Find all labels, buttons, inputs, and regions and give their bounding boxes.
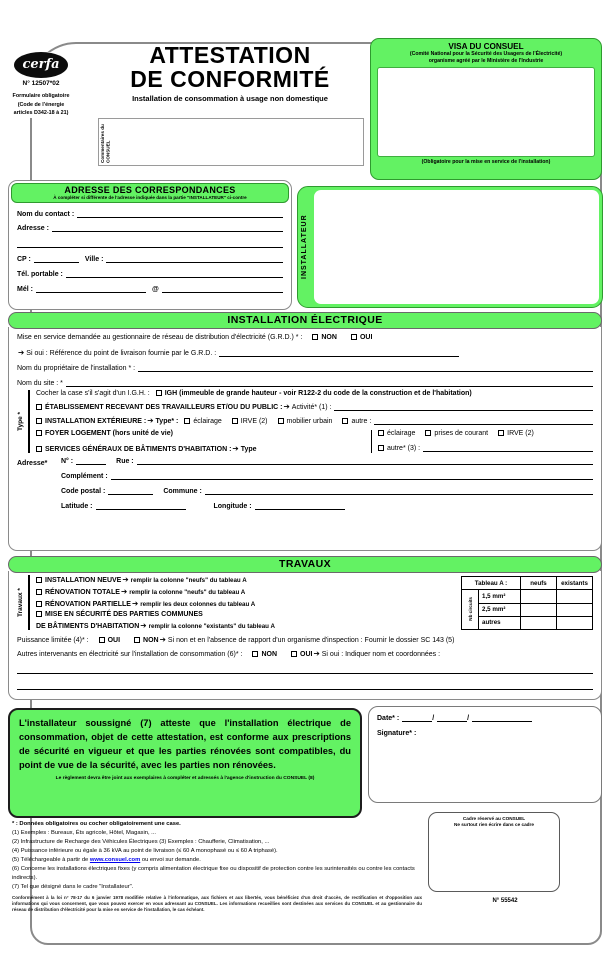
arrow-icon: ➔ (120, 587, 128, 596)
intervenants-field-1[interactable] (17, 666, 593, 674)
at-sign: @ (151, 286, 159, 293)
address-label: Adresse : (17, 225, 49, 232)
consuel-comments-label: Commentaires du CONSUEL (100, 124, 111, 163)
tableau-a-side-label: Nb circuits (467, 596, 473, 621)
puissance-limitee-label: Puissance limitée (4)* : (17, 637, 89, 644)
ext-autre-field[interactable] (374, 417, 593, 425)
mise-en-securite-label: MISE EN SÉCURITÉ DES PARTIES COMMUNES (45, 611, 203, 618)
attestation-text: L'installateur soussigné (7) atteste que l'installation électrique de consommation, objet de cette attestation, est conforme aux prescriptions de sécurité en vigueur et que les parties rénovées sont compatibles, du point de vue de la sécurité, avec les parties non rénovées. (19, 718, 351, 770)
owner-name-field[interactable] (138, 364, 593, 372)
exterior-type-label: Type* : (155, 418, 179, 425)
services-type-label: Type (240, 446, 257, 453)
address-field[interactable] (52, 224, 283, 232)
travaux-section-title: TRAVAUX (8, 556, 602, 573)
electrical-installation-section (8, 312, 602, 551)
renovation-totale-note: remplir la colonne "neufs" du tableau A (129, 589, 246, 596)
checkbox-mise-en-securite[interactable] (36, 611, 42, 617)
site-address-label: Adresse* (17, 460, 48, 467)
grd-reference-field[interactable] (219, 349, 459, 357)
installer-section (297, 186, 603, 308)
footnote-1: (1) Exemples : Bureaux, Éts agricole, Hôtel, Magasin, ... (12, 829, 157, 836)
city-label: Ville : (84, 256, 104, 263)
date-separator: / (432, 715, 435, 722)
email-local-field[interactable] (36, 285, 146, 293)
checkbox-renovation-partielle[interactable] (36, 601, 42, 607)
visa-subtitle-1: (Comité National pour la Sécurité des Usagers de l'Électricité) (409, 51, 563, 57)
footnote-5-pre: (5) Téléchargeable à partir de (12, 856, 90, 863)
tableau-a-cell-existants-3[interactable] (557, 616, 593, 629)
consuel-reserved-line1: Cadre réservé au CONSUEL (462, 816, 526, 821)
ert-activity-label: Activité* (1) : (291, 404, 332, 411)
puissance-non-label: NON (143, 637, 159, 644)
visa-footer-note: (Obligatoire pour la mise en service de l'installation) (421, 159, 551, 166)
city-field[interactable] (106, 255, 283, 263)
tableau-a-col-existants: existants (557, 577, 593, 590)
igh-instruction-label: Cocher la case s'il s'agit d'un I.G.H. : (36, 390, 150, 397)
consuel-website-link[interactable]: www.consuel.com (89, 856, 141, 863)
arrow-icon: ➔ (147, 416, 154, 425)
grd-reference-label: Si oui : Référence du point de livraison fournie par le G.R.D. : (26, 350, 217, 357)
checkbox-ext-eclairage[interactable] (184, 418, 190, 424)
footnote-5-post: ou envoi sur demande. (140, 856, 201, 863)
title-block (88, 44, 372, 103)
electrical-section-title: INSTALLATION ÉLECTRIQUE (8, 312, 602, 329)
tableau-a-row-2-label: 2,5 mm² (479, 603, 521, 616)
type-side-label: Type * (17, 411, 24, 432)
page-title-line2: DE CONFORMITÉ (130, 65, 330, 92)
footnote-2-3: (2) Infrastructure de Recharge des Véhicules Électriques (3) Exemples : Chaufferie, Climatisation, ... (12, 838, 270, 845)
cerfa-number: N° 12507*02 (22, 80, 60, 87)
date-year-field[interactable] (472, 714, 532, 722)
page-title-line1: ATTESTATION (149, 42, 311, 68)
checkbox-foyer-eclairage[interactable] (378, 430, 384, 436)
grd-service-label: Mise en service demandée au gestionnaire de réseau de distribution d'électricité (G.R.D.) * : (17, 334, 303, 341)
cerfa-note: Formulaire obligatoire (Code de l'énergie articles D342-18 à 21) (12, 93, 70, 117)
checkbox-igh[interactable] (156, 390, 162, 396)
complement-label: Complément : (61, 473, 108, 480)
ext-autre-label: autre : (351, 418, 372, 425)
arrow-icon: ➔ (140, 621, 147, 630)
site-postal-code-field[interactable] (108, 487, 153, 495)
grd-non-label: NON (321, 334, 337, 341)
arrow-icon: ➔ (232, 444, 239, 453)
checkbox-intervenants-oui[interactable] (291, 651, 297, 657)
consuel-reserved-box (428, 812, 560, 892)
street-number-label: N° : (61, 458, 74, 465)
ext-mobilier-label: mobilier urbain (286, 418, 333, 425)
checkbox-foyer-logement[interactable] (36, 430, 42, 436)
owner-name-label: Nom du propriétaire de l'installation * : (17, 365, 136, 372)
date-day-field[interactable] (402, 714, 435, 722)
date-separator: / (467, 715, 470, 722)
checkbox-ext-autre[interactable] (342, 418, 348, 424)
page-subtitle: Installation de consommation à usage non domestique (132, 94, 328, 104)
checkbox-installation-exterieure[interactable] (36, 418, 42, 424)
cerfa-logo: cerfa (14, 52, 68, 78)
street-label: Rue : (116, 458, 134, 465)
installer-label: INSTALLATEUR (301, 214, 308, 280)
checkbox-ext-irve[interactable] (232, 418, 238, 424)
installation-neuve-label: INSTALLATION NEUVE (45, 577, 122, 584)
date-signature-box (368, 706, 602, 803)
date-month-field[interactable] (437, 714, 470, 722)
signature-area[interactable] (377, 737, 593, 792)
address-field-2[interactable] (17, 240, 283, 248)
tableau-a-row-3-label: autres (479, 616, 521, 629)
checkbox-foyer-prises[interactable] (425, 430, 431, 436)
email-label: Mél : (17, 286, 33, 293)
visa-title: VISA DU CONSUEL (448, 42, 524, 51)
signature-label: Signature* : (377, 730, 417, 737)
street-field[interactable] (137, 457, 593, 465)
attestation-statement-box (8, 708, 362, 818)
commune-label: Commune : (163, 488, 202, 495)
travaux-section (8, 556, 602, 700)
date-label: Date* : (377, 715, 400, 722)
arrow-icon: ➔ (18, 348, 25, 357)
puissance-note: Si non et en l'absence de rapport d'un organisme d'inspection : Fournir le dossier SC 143 (5) (167, 637, 455, 644)
installation-neuve-note: remplir la colonne "neufs" du tableau A (130, 577, 247, 584)
arrow-icon: ➔ (313, 649, 320, 658)
complement-field[interactable] (111, 472, 593, 480)
checkbox-ert[interactable] (36, 404, 42, 410)
site-name-label: Nom du site : * (17, 380, 63, 387)
phone-label: Tél. portable : (17, 271, 63, 278)
intervenants-note: Si oui : Indiquer nom et coordonnées : (321, 651, 441, 658)
site-postal-code-label: Code postal : (61, 488, 106, 495)
site-name-field[interactable] (66, 379, 593, 387)
travaux-side-label: Travaux * (17, 588, 24, 617)
longitude-label: Longitude : (213, 503, 252, 510)
ert-label: ÉTABLISSEMENT RECEVANT DES TRAVAILLEURS ET/OU DU PUBLIC : (45, 404, 283, 411)
arrow-icon: ➔ (159, 635, 166, 644)
tableau-a-title: Tableau A : (462, 577, 521, 590)
checkbox-puissance-non[interactable] (134, 637, 140, 643)
checkbox-puissance-oui[interactable] (99, 637, 105, 643)
renovation-partielle-label: RÉNOVATION PARTIELLE (45, 601, 131, 608)
tableau-a-row-1-label: 1,5 mm² (479, 590, 521, 603)
footnote-4: (4) Puissance inférieure ou égale à 36 kVA au point de livraison (≤ 60 A monophasé ou ≤ 60 A triphasé). (12, 847, 278, 854)
cerfa-block (10, 52, 72, 118)
arrow-icon: ➔ (283, 402, 290, 411)
arrow-icon: ➔ (122, 575, 129, 584)
tableau-a-cell-existants-1[interactable] (557, 590, 593, 603)
visa-consuel-box (370, 38, 602, 180)
checkbox-services-generaux[interactable] (36, 446, 42, 452)
latitude-label: Latitude : (61, 503, 93, 510)
foyer-irve-label: IRVE (2) (507, 430, 534, 437)
checkbox-grd-non[interactable] (312, 334, 318, 340)
legal-notice: Conformément à la loi n° 78-17 du 6 janvier 1978 modifiée relative à l'informatique, aux fichiers et aux libertés, vous bénéficiez d'un droit d'accès, de rectification et d'opposition aux informations qui vous concernent, que vous pouvez exercer en vous adressant au CONSUEL. Les informations recueillies sont destinées aux services du CONSUEL et au gestionnaire du réseau de distribution d'électricité pour la mise en service de l'installation, le cas échéant. (12, 894, 422, 913)
checkbox-renovation-totale[interactable] (36, 589, 42, 595)
exterior-installation-label: INSTALLATION EXTÉRIEURE : (45, 418, 147, 425)
intervenants-field-2[interactable] (17, 682, 593, 690)
autre-3-label: autre* (3) : (387, 445, 421, 452)
contact-name-label: Nom du contact : (17, 211, 75, 218)
intervenants-oui-label: OUI (300, 651, 313, 658)
correspondence-section (8, 180, 292, 310)
services-generaux-label: SERVICES GÉNÉRAUX DE BÂTIMENTS D'HABITATION : (45, 446, 232, 453)
checkbox-installation-neuve[interactable] (36, 577, 42, 583)
grd-oui-label: OUI (359, 334, 373, 341)
postal-code-field[interactable] (34, 255, 79, 263)
correspondence-header (11, 183, 289, 203)
tableau-a-col-neufs: neufs (521, 577, 557, 590)
batiments-habitation-label: DE BÂTIMENTS D'HABITATION (36, 623, 140, 630)
batiments-habitation-note: remplir la colonne "existants" du tableau A (148, 623, 275, 630)
tableau-a-cell-existants-2[interactable] (557, 603, 593, 616)
footnote-required: * : Données obligatoires ou cocher obligatoirement une case. (12, 821, 181, 827)
tableau-a-cell-neufs-3[interactable] (521, 616, 557, 629)
checkbox-foyer-irve[interactable] (498, 430, 504, 436)
latitude-field[interactable] (96, 502, 186, 510)
checkbox-grd-oui[interactable] (351, 334, 357, 340)
correspondence-subtitle: À compléter si différente de l'adresse indiquée dans la partie "INSTALLATEUR" ci-contre (53, 195, 247, 200)
tableau-a (461, 576, 593, 630)
contact-name-field[interactable] (77, 210, 283, 218)
installer-details-area[interactable] (314, 190, 599, 304)
autre-3-field[interactable] (423, 444, 593, 452)
postal-code-label: CP : (17, 256, 31, 263)
igh-label: IGH (immeuble de grande hauteur - voir R122-2 du code de la construction et de l'habitation) (164, 390, 472, 397)
intervenants-non-label: NON (261, 651, 278, 658)
footnote-7: (7) Tel que désigné dans le cadre "Installateur". (12, 883, 134, 890)
foyer-prises-label: prises de courant (434, 430, 489, 437)
tableau-a-cell-neufs-1[interactable] (521, 590, 557, 603)
footnote-6: (6) Concerne les installations électriques fixes (y compris alimentation électrique fixe ou dispositif de protection contre les surintensités ou contre les contacts indirects). (12, 865, 415, 881)
arrow-icon: ➔ (131, 599, 139, 608)
puissance-oui-label: OUI (107, 637, 121, 644)
ext-irve-label: IRVE (2) (240, 418, 268, 425)
ert-activity-field[interactable] (334, 403, 593, 411)
attestation-note: Le règlement devra être joint aux exemplaires à compléter et adressés à l'agence d'instruction du CONSUEL (8) (55, 775, 315, 781)
checkbox-ext-mobilier[interactable] (278, 418, 284, 424)
visa-stamp-area (377, 67, 595, 157)
tableau-a-cell-neufs-2[interactable] (521, 603, 557, 616)
footnotes (12, 820, 422, 914)
longitude-field[interactable] (255, 502, 345, 510)
consuel-reserved-line2: Ne surtout rien écrire dans ce cadre (454, 822, 534, 828)
ext-eclairage-label: éclairage (193, 418, 222, 425)
commune-field[interactable] (205, 487, 593, 495)
street-number-field[interactable] (76, 457, 106, 465)
visa-subtitle-2: organisme agréé par le Ministère de l'Industrie (428, 58, 544, 65)
form-reference-number: N° 55542 (492, 898, 518, 904)
foyer-logement-label: FOYER LOGEMENT (hors unité de vie) (45, 430, 173, 437)
consuel-comments-box (98, 118, 364, 166)
checkbox-autre-3[interactable] (378, 445, 384, 451)
email-domain-field[interactable] (162, 285, 283, 293)
foyer-eclairage-label: éclairage (387, 430, 416, 437)
checkbox-intervenants-non[interactable] (252, 651, 258, 657)
correspondence-title: ADRESSE DES CORRESPONDANCES (64, 185, 236, 195)
autres-intervenants-label: Autres intervenants en électricité sur l'installation de consommation (6)* : (17, 651, 243, 658)
phone-field[interactable] (66, 270, 283, 278)
renovation-totale-label: RÉNOVATION TOTALE (45, 589, 120, 596)
footnote-5 (12, 856, 422, 865)
renovation-partielle-note: remplir les deux colonnes du tableau A (140, 601, 256, 608)
